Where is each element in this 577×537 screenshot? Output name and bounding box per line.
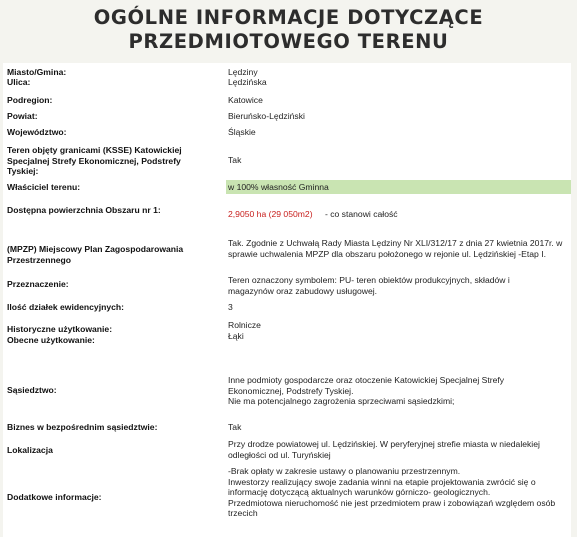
value-wlasciciel: w 100% własność Gminna — [228, 182, 329, 192]
value-wojewodztwo: Śląskie — [228, 127, 256, 137]
value-dodatkowe-line-2: Inwestorzy realizujący swoje zadania winni na etapie projektowania zwrócić się o informację dotyczącą aktualnych warunków górniczo- geologicznych. — [228, 476, 536, 498]
value-mpzp: Tak. Zgodnie z Uchwałą Rady Miasta Lędziny Nr XLI/312/17 z dnia 27 kwietnia 2017r. w sprawie uchwalenia MPZP dla obszaru położonego w rejonie ul. Lędzińskiej -Etap I. — [228, 238, 563, 259]
label-historyczne: Historyczne użytkowanie: — [7, 324, 113, 334]
label-podregion: Podregion: — [7, 95, 53, 105]
label-powiat: Powiat: — [7, 111, 38, 121]
page-title-line-2: PRZEDMIOTOWEGO TERENU — [128, 30, 449, 53]
info-sheet — [3, 63, 571, 537]
label-przeznaczenie: Przeznaczenie: — [7, 279, 69, 289]
label-ulica: Ulica: — [7, 77, 31, 87]
value-obecne: Łąki — [228, 331, 244, 341]
value-podregion: Katowice — [228, 95, 263, 105]
label-mpzp: (MPZP) Miejscowy Plan Zagospodarowania Przestrzennego — [7, 244, 184, 265]
value-przeznaczenie: Teren oznaczony symbolem: PU- teren obiektów produkcyjnych, składów i magazynów oraz zabudowy usługowej. — [228, 275, 510, 296]
label-lokalizacja: Lokalizacja — [7, 445, 53, 455]
value-lokalizacja: Przy drodze powiatowej ul. Lędzińskiej. W peryferyjnej strefie miasta w niedalekiej odległości od ul. Turyńskiej — [228, 439, 540, 460]
value-sasiedztwo-line-2: Nie ma potencjalnego zagrożenia sprzeciwami sąsiedzkimi; — [228, 396, 455, 407]
label-dodatkowe: Dodatkowe informacje: — [7, 492, 102, 502]
label-sasiedztwo: Sąsiedztwo: — [7, 385, 57, 395]
value-dzialki: 3 — [228, 302, 233, 312]
value-powierzchnia-suffix: - co stanowi całość — [324, 209, 398, 219]
value-dodatkowe — [228, 466, 566, 519]
label-miasto: Miasto/Gmina: — [7, 67, 67, 77]
label-wojewodztwo: Województwo: — [7, 127, 67, 137]
label-ksse: Teren objęty granicami (KSSE) Katowickiej Specjalnej Strefy Ekonomicznej, Podstrefy Tyskiej: — [7, 145, 182, 177]
label-biznes: Biznes w bezpośrednim sąsiedztwie: — [7, 422, 158, 432]
value-miasto: Lędziny — [228, 67, 258, 77]
label-obecne: Obecne użytkowanie: — [7, 335, 95, 345]
label-wlasciciel: Właściciel terenu: — [7, 182, 81, 192]
value-powiat: Bieruńsko-Lędziński — [228, 111, 305, 121]
label-dzialki: Ilość działek ewidencyjnych: — [7, 302, 125, 312]
value-ksse: Tak — [228, 155, 242, 165]
value-ulica: Lędzińska — [228, 77, 267, 87]
value-biznes: Tak — [228, 422, 242, 432]
page-header — [0, 0, 577, 62]
value-powierzchnia-area: 2,9050 ha (29 050m2) — [228, 209, 313, 219]
value-powierzchnia — [228, 209, 566, 220]
value-sasiedztwo — [228, 375, 566, 407]
label-powierzchnia: Dostępna powierzchnia Obszaru nr 1: — [7, 205, 161, 215]
value-dodatkowe-line-1: -Brak opłaty w zakresie ustawy o planowaniu przestrzennym. — [228, 466, 461, 476]
value-dodatkowe-line-3: Przedmiotowa nieruchomość nie jest przedmiotem praw i zobowiązań względem osób trzecich — [228, 497, 556, 519]
value-sasiedztwo-line-1: Inne podmioty gospodarcze oraz otoczenie Katowickiej Specjalnej Strefy Ekonomicznej, Podstrefy Tyskiej. — [228, 375, 505, 396]
page-title-line-1: OGÓLNE INFORMACJE DOTYCZĄCE — [93, 6, 484, 29]
value-historyczne: Rolnicze — [228, 320, 261, 330]
